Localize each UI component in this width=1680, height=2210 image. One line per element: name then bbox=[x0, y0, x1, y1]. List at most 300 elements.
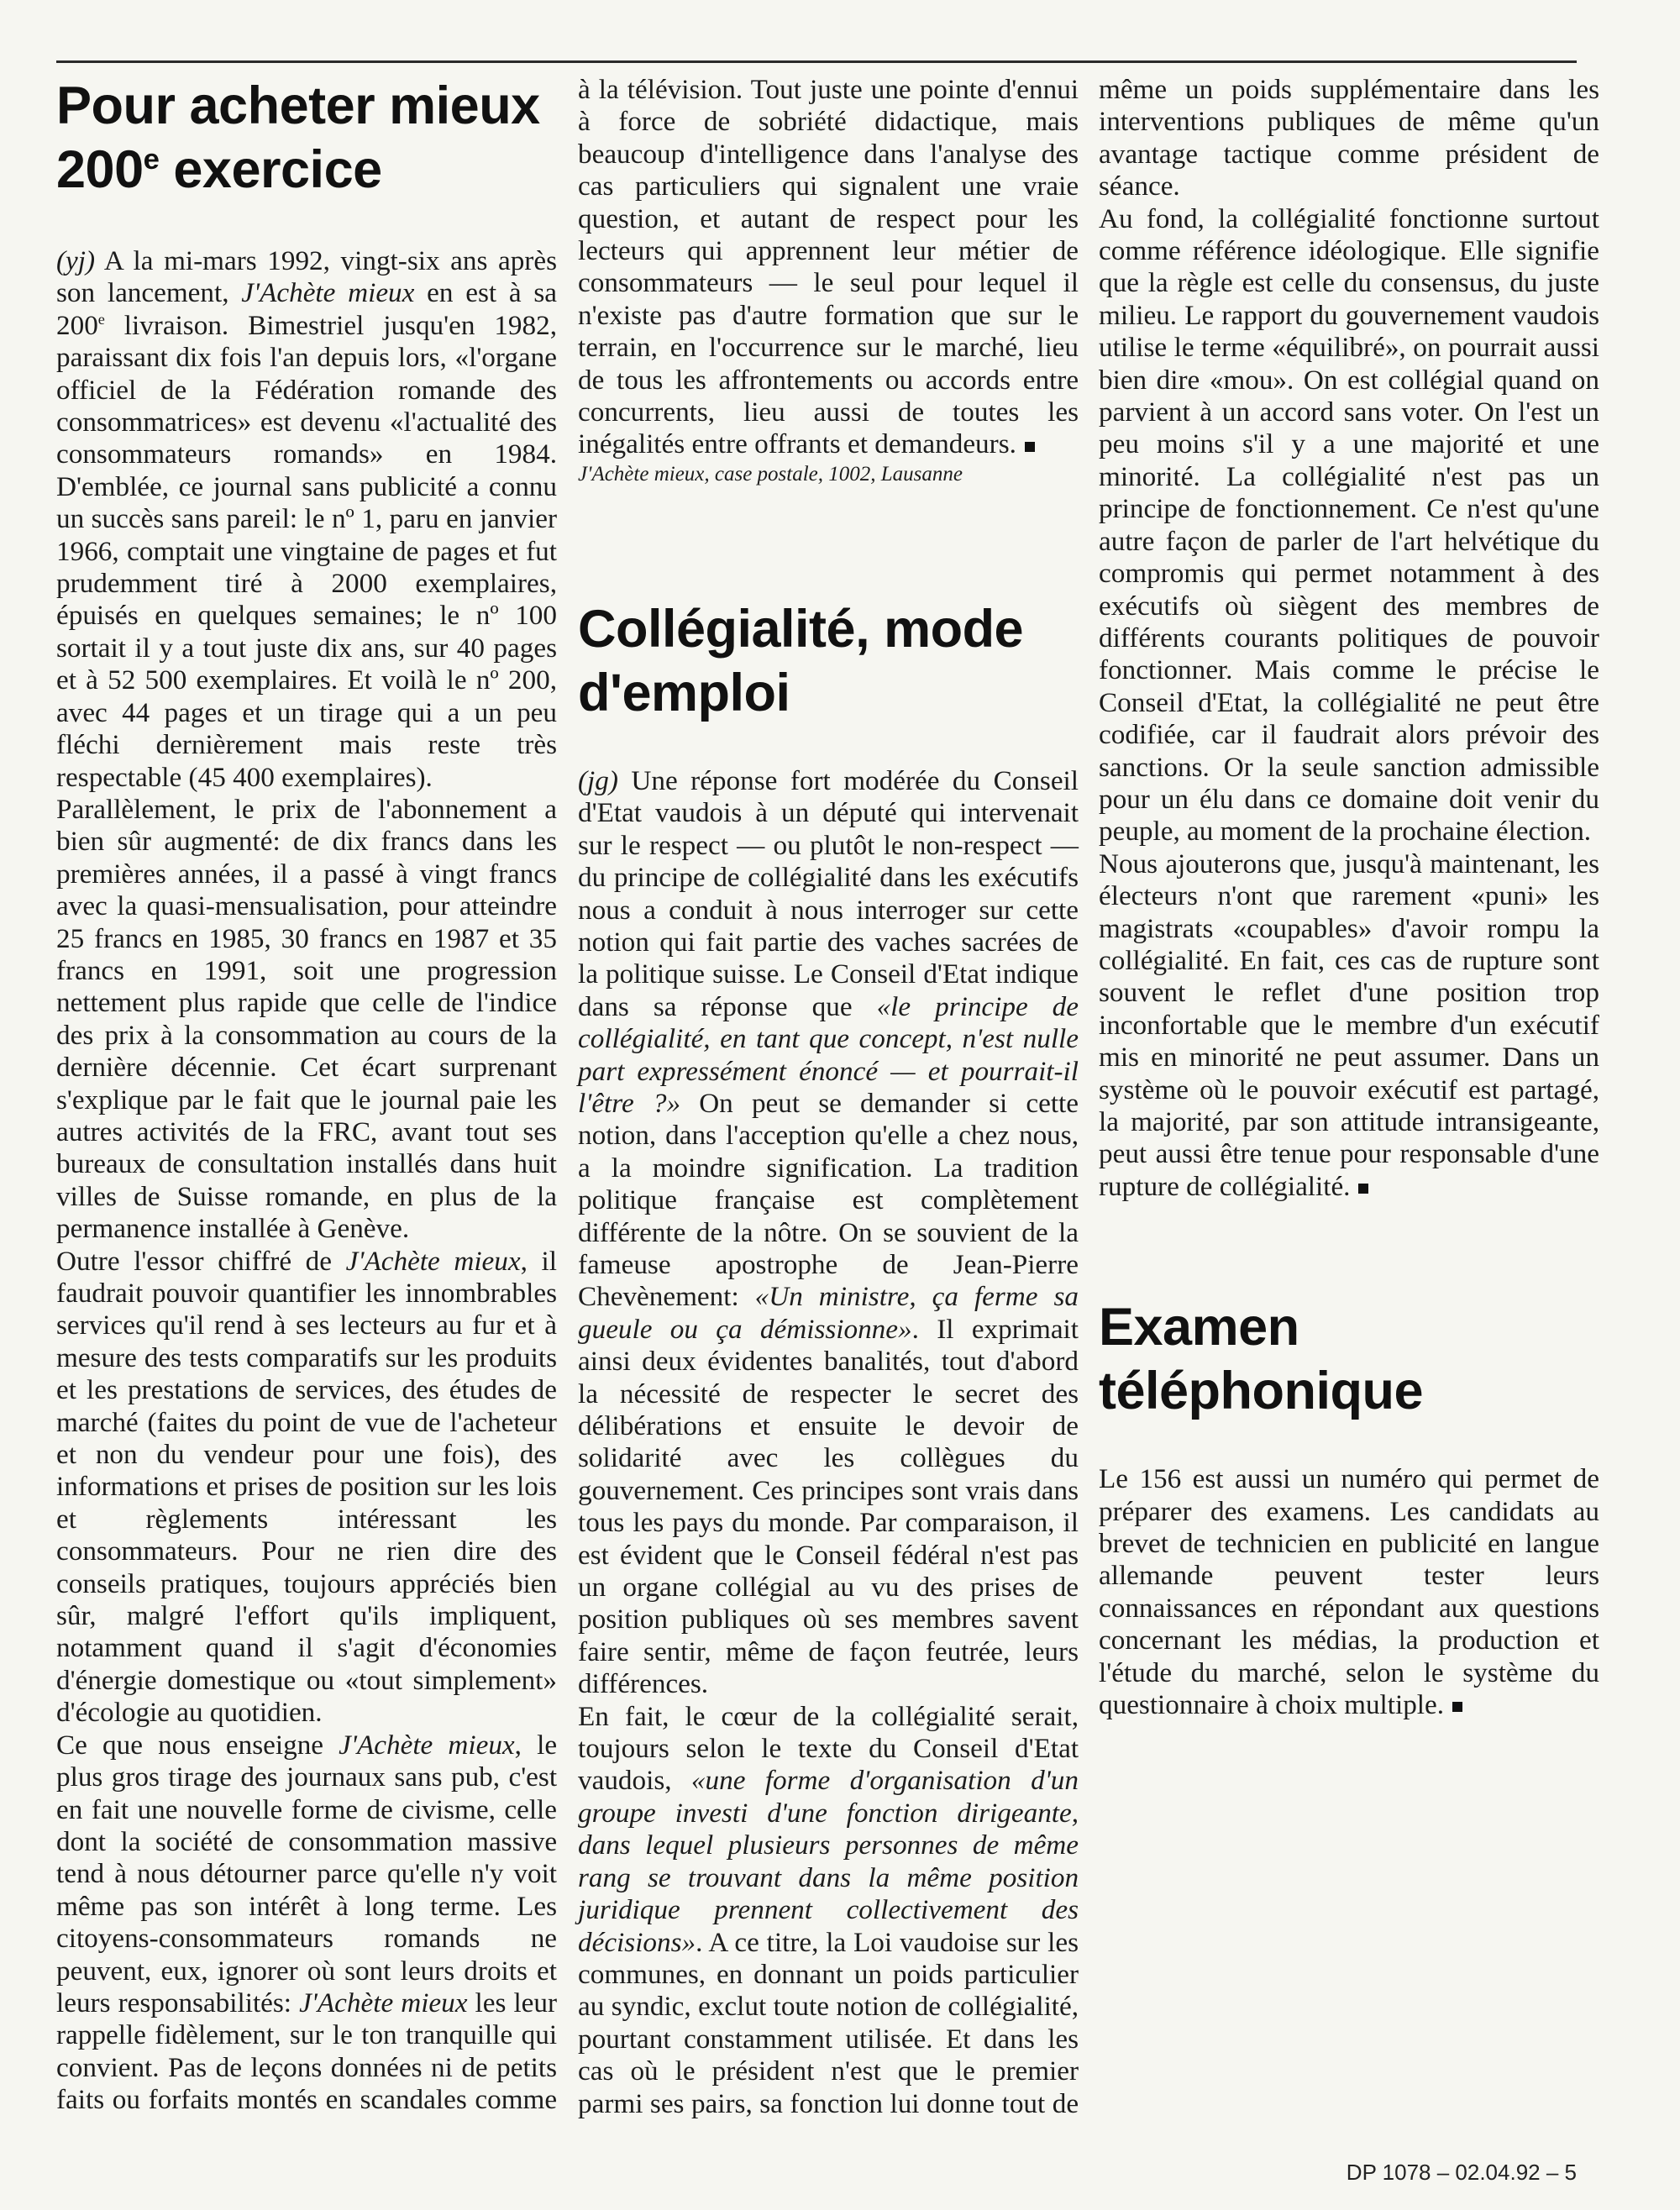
article1-p4-text-c: ou bbox=[112, 2084, 140, 2116]
article2-p2-text-a bbox=[819, 1701, 835, 1732]
article1-p4-text-c bbox=[453, 2052, 461, 2083]
article1-p4-text-b bbox=[282, 1794, 291, 1825]
article1-p4-text-c: sur bbox=[1007, 299, 1042, 331]
article2-quote-3: d'un bbox=[1031, 1765, 1079, 1797]
article2-quote-3 bbox=[748, 1798, 767, 1829]
article2-p1-text-b: On peut se demander si cette notion, dans l'acception qu'elle a chez nous, a la moindre signification. La tradition politique française est complètement différente de la nôtre. On se souvient de la fameuse apostrophe de Jean-Pierre Chevènement: bbox=[578, 1087, 1079, 1313]
article2-p2-text-b bbox=[846, 1927, 853, 1958]
article1-p4-text-c: ni bbox=[431, 2051, 453, 2083]
article2-p1-text-a: Une réponse fort modérée du Conseil d'Etat vaudois à un député qui intervenait sur le respect — ou plutôt le non-respect — du principe de collégialité dans les exécutifs nous a conduit à nous interroger sur cette notion qui fait partie des vaches sacrées de la politique suisse. Le Conseil d'Etat indique dans sa réponse que bbox=[578, 764, 1079, 1022]
article1-p4-text-b bbox=[124, 1891, 140, 1922]
article1-p4-text-c bbox=[924, 396, 953, 428]
article1-p4-text-b: à bbox=[114, 1858, 127, 1890]
article1-p4-text-c bbox=[146, 2019, 155, 2050]
article1-p4-text-b bbox=[129, 1794, 138, 1825]
article1-p4-text-c bbox=[863, 74, 871, 105]
article2-quote-1: «le principe de collégialité, en tant que concept, n'est nulle part expressément énoncé — et pourrait-il l'être ?» bbox=[578, 990, 1079, 1119]
article1-p4-text-c bbox=[664, 235, 687, 266]
article2-quote-3: rang bbox=[578, 1861, 631, 1893]
article1-lead-text-b: en est à sa 200 bbox=[56, 277, 557, 341]
article2-p2-text-b: un bbox=[853, 1958, 883, 1990]
article1-p4-text-c bbox=[915, 139, 930, 170]
article2-p2-text-b: particulier bbox=[963, 1958, 1079, 1990]
article2-p2-text-b: sur bbox=[1005, 1926, 1041, 1958]
article1-p4-text-b: le bbox=[537, 1729, 558, 1761]
article1-p4-text-b: une bbox=[137, 1793, 178, 1825]
article2-p2-text-b bbox=[892, 1927, 900, 1958]
article1-p4-text-b: en bbox=[56, 1793, 83, 1825]
article1-title-number: 200 bbox=[56, 140, 144, 199]
article1-paragraph-4 bbox=[56, 1730, 557, 2117]
article2-p2-text-b bbox=[1040, 1927, 1047, 1958]
article2-quote-3: décisions» bbox=[578, 1926, 696, 1958]
article1-p4-text-b: à bbox=[335, 1890, 349, 1922]
article1-p4-text-b: où bbox=[307, 1955, 336, 1987]
article2-quote-3 bbox=[713, 1829, 727, 1861]
article1-p4-text-c: terrain, bbox=[578, 332, 658, 364]
article1-p4-text-c: données bbox=[330, 2051, 423, 2083]
article1-p4-text-c: il bbox=[1063, 267, 1079, 299]
article1-p4-text-c: les bbox=[675, 364, 706, 396]
article2-p2-text-a: cœur bbox=[721, 1700, 777, 1732]
article1-p4-text-c: d'ennui bbox=[997, 74, 1079, 105]
article1-p4-text-b: son bbox=[193, 1890, 233, 1922]
column-3 bbox=[1099, 74, 1599, 1721]
article2-p2-text-b bbox=[1481, 74, 1499, 105]
article1-p4-text-c bbox=[619, 74, 627, 105]
article1-p4-text-c: accords bbox=[925, 364, 1011, 396]
article1-p4-text-b bbox=[500, 1761, 508, 1793]
article1-p4-text-b: sont bbox=[344, 1955, 391, 1987]
article1-p4-text-b: Les bbox=[517, 1890, 558, 1922]
article1-title-superscript: e bbox=[143, 144, 160, 176]
article1-paragraph-2: Parallèlement, le prix de l'abonnement a bien sûr augmenté: de dix francs dans les premières années, il a passé à vingt francs avec la quasi-mensualisation, pour atteindre 25 francs en 1985, 30 francs en 1987 et 35 francs en 1991, soit une progression nettement plus rapide que celle de l'indice des prix à la consommation au cours de la dernière décennie. Cet écart surprenant s'explique par le fait que le journal paie les autres activités de la FRC, avant tout ses bureaux de consultation installés dans huit villes de Suisse romande, en plus de la permanence installée à Genève. bbox=[56, 793, 557, 1245]
article1-p4-text-c bbox=[797, 267, 813, 298]
article1-p4-text-c bbox=[844, 332, 857, 363]
article3-paragraph-1 bbox=[1099, 1463, 1599, 1721]
article1-p4-text-b bbox=[178, 1891, 194, 1922]
end-of-article-square-icon bbox=[1452, 1702, 1462, 1712]
article1-p4-text-c: qui bbox=[687, 235, 723, 267]
article1-p4-text-c: qui bbox=[781, 171, 818, 202]
article2-p2-text-b: poids bbox=[892, 1958, 953, 1990]
article2-title-line2: d'emploi bbox=[578, 663, 790, 722]
article2-p2-text-b: Loi bbox=[853, 1926, 893, 1958]
article1-p4-text-c: pointe bbox=[919, 74, 990, 105]
article1-p4-text-c bbox=[353, 2019, 361, 2050]
article1-p4-text-c bbox=[658, 332, 670, 363]
article1-p4-text-c bbox=[753, 267, 769, 298]
article2-quote-3 bbox=[1007, 1894, 1042, 1925]
article1-p4-text-c: de bbox=[897, 396, 925, 428]
article1-p4-text-b bbox=[414, 1891, 430, 1922]
article1-p4-text-b: même bbox=[56, 1890, 125, 1922]
article1-p4-text-b: eux, bbox=[160, 1955, 208, 1987]
article2-p2-text-a: le bbox=[761, 1733, 782, 1765]
article2-p2-text-b: dans bbox=[1499, 74, 1551, 105]
article2-p2-text-a: la bbox=[835, 1700, 856, 1732]
article1-p4-text-c bbox=[955, 203, 976, 234]
article1-p4-text-c bbox=[104, 2084, 113, 2115]
article1-p4-text-c: entre bbox=[1022, 364, 1079, 396]
article1-p4-text-b: ne bbox=[530, 1923, 558, 1955]
article1-p4-text-b bbox=[453, 1826, 467, 1857]
article1-p4-text-c: pas bbox=[678, 299, 717, 331]
article1-p4-text-c bbox=[785, 396, 814, 428]
article2-p2-text-b bbox=[1550, 74, 1568, 105]
article1-p4-text-b: fait bbox=[91, 1793, 129, 1825]
source-magazine: J'Achète mieux bbox=[578, 462, 705, 486]
article2-quote-3 bbox=[745, 1765, 764, 1796]
article1-p4-text-c bbox=[715, 396, 743, 428]
article2-p2-text-b: de bbox=[1572, 138, 1600, 170]
article2-quote-3 bbox=[830, 1765, 849, 1796]
article1-p4-text-c: le bbox=[1058, 299, 1079, 331]
article1-p4-text-c bbox=[911, 74, 920, 105]
article2-p2-text-b bbox=[604, 1991, 611, 2022]
article2-quote-3 bbox=[631, 1862, 648, 1893]
article1-p4-text-c: l'analyse bbox=[930, 138, 1026, 170]
article1-p4-text-c bbox=[160, 2052, 168, 2083]
article2-p2-text-b bbox=[753, 2088, 759, 2119]
article2-p2-text-a bbox=[745, 1733, 762, 1764]
article1-p4-text-c bbox=[913, 365, 926, 396]
article2-p2-text-b: en bbox=[716, 1958, 743, 1990]
article2-p2-text-b bbox=[1045, 2088, 1052, 2119]
article2-p2-text-b: fonction bbox=[790, 2087, 883, 2119]
article1-p4-text-b bbox=[177, 1794, 186, 1825]
article1-p4-text-c bbox=[991, 300, 1008, 331]
article1-p4-text-c: formation bbox=[823, 299, 934, 331]
article1-p4-text-a bbox=[87, 1730, 102, 1761]
article2-p2-text-a bbox=[896, 1733, 913, 1764]
article2-p2-text-b: président bbox=[711, 2055, 815, 2087]
article2-paragraph-1 bbox=[578, 765, 1079, 1701]
article1-p4-text-c: consommateurs bbox=[578, 267, 753, 299]
article2-p2-text-b: donnant bbox=[753, 1958, 844, 1990]
article1-p4-text-c bbox=[323, 2019, 332, 2050]
article1-p4-text-b bbox=[232, 1761, 240, 1793]
article1-p4-text-b: peuvent, bbox=[56, 1955, 152, 1987]
article1-p4-text-c bbox=[685, 139, 700, 170]
article1-p4-text-c: à bbox=[578, 106, 591, 138]
article2-p2-text-a bbox=[855, 1701, 871, 1732]
article2-p2-text-a: texte bbox=[797, 1733, 853, 1765]
article1-p4-text-c: dans bbox=[864, 138, 916, 170]
article2-quote-3: plusieurs bbox=[727, 1829, 831, 1861]
article1-p4-text-b: intérêt bbox=[249, 1890, 320, 1922]
article1-p4-text-b bbox=[528, 1955, 537, 1987]
article1-p4-text-c: tous bbox=[616, 364, 664, 396]
article1-p4-text-b: nouvelle bbox=[186, 1793, 283, 1825]
article1-p4-text-c bbox=[228, 2084, 237, 2115]
article1-p4-text-c: sur bbox=[856, 332, 890, 364]
article2-p2-text-a bbox=[609, 1701, 625, 1732]
article2-quote-3 bbox=[972, 1862, 989, 1893]
article2-quote-3 bbox=[680, 1894, 715, 1925]
article1-p4-text-c bbox=[869, 396, 898, 428]
column-1 bbox=[56, 74, 557, 2117]
article1-p4-text-b: nous bbox=[137, 1858, 190, 1890]
article2-p2-text-b: pourtant bbox=[578, 2023, 671, 2055]
article1-p4-text-c: fidèlement, bbox=[155, 2019, 281, 2051]
article1-p4-text-c bbox=[923, 332, 936, 363]
article1-p4-text-c bbox=[1030, 235, 1053, 266]
article2-p2-text-b: supplémentaire bbox=[1310, 74, 1481, 105]
article1-p4-text-a: enseigne bbox=[225, 1729, 324, 1761]
article1-p4-text-b: tend bbox=[56, 1858, 105, 1890]
article2-p2-text-b: sa bbox=[759, 2087, 783, 2119]
article1-p4-text-c bbox=[856, 203, 877, 234]
article2-p2-text-b bbox=[999, 1927, 1006, 1958]
article1-p3-text-a: Outre l'essor chiffré de bbox=[56, 1245, 346, 1277]
article1-p4-text-c bbox=[706, 365, 719, 396]
article2-p2-text-b bbox=[1167, 74, 1185, 105]
article1-p4-text-c bbox=[841, 428, 848, 459]
magazine-name bbox=[433, 1730, 448, 1761]
article1-p4-text-b bbox=[454, 1955, 464, 1987]
article1-p4-text-b bbox=[386, 1761, 394, 1793]
article1-p4-text-c: de bbox=[461, 2051, 488, 2083]
article1-p4-text-c bbox=[467, 2084, 475, 2115]
article2-p2-text-b: publiques bbox=[1267, 106, 1376, 138]
article1-p4-text-c: lieu bbox=[1037, 332, 1079, 364]
magazine-name: J'Achète mieux bbox=[241, 277, 415, 309]
article2-quote-3 bbox=[812, 1894, 847, 1925]
article2-p2-text-b bbox=[995, 2088, 1001, 2119]
article1-p4-text-b bbox=[335, 1955, 344, 1987]
article1-p4-text-c: affrontements bbox=[718, 364, 874, 396]
article1-p4-text-b: dont bbox=[56, 1825, 107, 1857]
article1-p4-text-c: leçons bbox=[250, 2051, 323, 2083]
article1-p4-text-c: des bbox=[1041, 138, 1079, 170]
article1-p4-text-b: tirage bbox=[168, 1761, 232, 1793]
article2-quote-3 bbox=[656, 1798, 675, 1829]
article1-p4-text-c: petits bbox=[496, 2051, 558, 2083]
article1-p4-text-a: nous bbox=[158, 1729, 211, 1761]
article1-p4-text-c bbox=[990, 74, 998, 105]
article1-p4-text-c bbox=[512, 2019, 521, 2050]
article2-p2-text-a bbox=[852, 1733, 869, 1764]
article2-p2-text-b: de bbox=[1398, 106, 1425, 138]
article1-p4-text-c bbox=[809, 203, 830, 234]
article2-p2-text-b: de bbox=[1052, 2087, 1079, 2119]
article2-p2-text-b: un bbox=[1184, 74, 1214, 105]
article1-p4-text-c: télévision. bbox=[627, 74, 743, 105]
article1-p4-text-b: pas bbox=[140, 1890, 178, 1922]
article2-p2-text-b: le bbox=[954, 2055, 975, 2087]
article2-quote-3: de bbox=[972, 1829, 1000, 1861]
article1-p4-text-c bbox=[1047, 267, 1063, 298]
article1-p4-text-c: signalent bbox=[838, 171, 940, 202]
article1-p4-text-b: consommation bbox=[288, 1825, 453, 1857]
article1-p4-text-b: n'y bbox=[470, 1858, 504, 1890]
article1-p4-text-b bbox=[233, 1891, 249, 1922]
article2-paragraph-4 bbox=[1099, 848, 1599, 1203]
article2-p2-text-b: A bbox=[708, 1926, 727, 1958]
article1-p4-text-c: et bbox=[848, 428, 868, 460]
magazine-name: J'Achète bbox=[339, 1729, 433, 1761]
article1-p4-text-c bbox=[801, 74, 810, 105]
article1-p4-text-b: ignorer bbox=[217, 1955, 298, 1987]
article1-p4-text-c bbox=[1019, 396, 1047, 428]
article1-p4-text-c: Pas bbox=[168, 2051, 207, 2083]
article2-p2-text-b: n'est bbox=[831, 2055, 881, 2087]
article1-p4-text-c bbox=[895, 267, 911, 298]
article1-p4-text-b bbox=[377, 1858, 387, 1889]
article2-p2-text-b: communes, bbox=[578, 1958, 706, 1990]
article2-quote-3 bbox=[781, 1862, 798, 1893]
article1-p4-text-b bbox=[358, 1794, 367, 1825]
article2-quote-3: la bbox=[868, 1861, 890, 1893]
article2-quote-3 bbox=[937, 1798, 957, 1829]
article1-p4-text-b bbox=[190, 1858, 200, 1889]
article1-p4-text-c bbox=[807, 300, 824, 331]
article1-p4-text-b bbox=[208, 1955, 218, 1987]
magazine-name: mieux bbox=[448, 1729, 515, 1761]
article3-title bbox=[1099, 1295, 1599, 1423]
article2-p2-text-a bbox=[669, 1733, 686, 1764]
article1-p4-text-c: qui bbox=[521, 2019, 558, 2051]
article1-p4-text-c: de bbox=[215, 2051, 242, 2083]
article1-p4-text-c: et bbox=[700, 202, 721, 234]
article1-title-line1: Pour acheter mieux bbox=[56, 76, 540, 135]
article1-p4-text-c: lequel bbox=[979, 267, 1047, 299]
article1-p4-text-c bbox=[1001, 171, 1023, 202]
article1-p4-text-c: d'autre bbox=[732, 299, 808, 331]
article1-p4-text-c: l'occurrence bbox=[708, 332, 844, 364]
article2-p2-text-b bbox=[1376, 106, 1399, 137]
article1-p4-text-b bbox=[460, 1858, 470, 1889]
article1-p4-text-c bbox=[934, 300, 951, 331]
article1-p4-text-c: n'existe bbox=[578, 299, 662, 331]
article1-p4-text-b: leurs bbox=[400, 1955, 455, 1987]
article1-p4-text-c bbox=[940, 171, 962, 202]
article1-p4-text-b: sans bbox=[394, 1761, 443, 1793]
article2-p2-text-b: les bbox=[1047, 1926, 1079, 1958]
article1-p4-text-c: cas bbox=[578, 171, 614, 202]
article2-paragraph-2 bbox=[1099, 74, 1599, 203]
article3-p1-text: Le 156 est aussi un numéro qui permet de préparer des examens. Les candidats au brevet de technicien en publicité en langue allemande peuvent tester leurs connaissances en répondant aux questions concernant les médias, la production et l'étude du marché, selon le système du questionnaire à choix multiple. bbox=[1099, 1463, 1599, 1721]
article2-p2-text-b: pairs, bbox=[690, 2087, 753, 2119]
article1-p4-text-c: forfaits bbox=[148, 2084, 229, 2116]
article2-p2-text-b bbox=[743, 1959, 753, 1990]
article1-p4-text-c bbox=[833, 267, 849, 298]
article1-p4-text-b: c'est bbox=[508, 1761, 558, 1793]
article1-p4-text-b: celle bbox=[504, 1793, 558, 1825]
article1-p4-text-c bbox=[591, 106, 619, 137]
article2-p2-text-b: titre, bbox=[766, 1926, 819, 1958]
article2-p2-text-b: collégialité, bbox=[948, 1991, 1079, 2023]
article1-p4-text-c: question, bbox=[578, 202, 680, 234]
article1-p4-text-c bbox=[743, 74, 750, 105]
article2-p2-text-b bbox=[933, 2024, 946, 2055]
article1-p4-text-c bbox=[723, 235, 746, 266]
article2-quote-3: investi bbox=[675, 1797, 748, 1829]
article1-p4-text-c bbox=[720, 203, 741, 234]
article2-p2-text-b: Et bbox=[946, 2023, 971, 2055]
top-rule bbox=[56, 60, 1577, 63]
article2-p2-text-b bbox=[613, 2055, 630, 2087]
article1-p4-text-b: , bbox=[514, 1729, 522, 1761]
spacer bbox=[578, 488, 1079, 597]
article2-p2-text-a: d'Etat bbox=[1015, 1733, 1079, 1765]
article1-paragraph-3 bbox=[56, 1246, 557, 1730]
article2-p2-text-b bbox=[684, 2088, 690, 2119]
article2-p2-text-b: où bbox=[630, 2055, 659, 2087]
article2-quote-3: position bbox=[989, 1861, 1079, 1893]
article2-p2-text-b bbox=[1292, 74, 1310, 105]
article1-p4-text-c: ton bbox=[361, 2019, 397, 2051]
article1-p4-text-b: la bbox=[120, 1825, 141, 1857]
article1-p4-text-a bbox=[211, 1730, 226, 1761]
article1-p4-text-c: le bbox=[332, 2019, 353, 2051]
article1-p4-text-b bbox=[480, 1923, 530, 1954]
article2-quote-3 bbox=[890, 1862, 906, 1893]
article1-p4-text-c bbox=[716, 300, 732, 331]
article1-p4-text-c: offrants bbox=[754, 428, 841, 460]
article1-p4-text-b bbox=[274, 1826, 288, 1857]
column-2 bbox=[578, 74, 1079, 2120]
article2-p2-text-a: fait, bbox=[624, 1700, 669, 1732]
article1-p4-text-c bbox=[207, 2052, 215, 2083]
article1-p4-text-c bbox=[873, 365, 885, 396]
article2-p2-text-b bbox=[953, 1959, 964, 1990]
article2-p2-text-b bbox=[818, 1927, 826, 1958]
spacer bbox=[1099, 1203, 1599, 1295]
article1-p4-text-b bbox=[291, 1987, 299, 2018]
article1-p4-text-c bbox=[352, 2084, 360, 2115]
article2-p2-text-b: que bbox=[897, 2055, 938, 2087]
article1-p4-text-c: le bbox=[813, 267, 834, 299]
article2-p2-text-b bbox=[832, 2024, 845, 2055]
article2-p2-text-b bbox=[920, 2088, 927, 2119]
article2-p2-text-a bbox=[995, 1701, 1011, 1732]
article1-p4-text-c: inégalités bbox=[578, 428, 685, 460]
article2-quote-3: juridique bbox=[578, 1894, 680, 1926]
article1-p4-text-a: Ce bbox=[56, 1729, 87, 1761]
article1-p4-text-c bbox=[242, 2052, 250, 2083]
article1-p4-text-b: responsabilités: bbox=[118, 1987, 292, 2018]
article2-quote-3: collectivement bbox=[846, 1894, 1008, 1926]
article2-p2-text-b: constamment bbox=[684, 2023, 832, 2055]
article2-quote-3: lequel bbox=[645, 1829, 714, 1861]
article2-quote-3: d'organisation bbox=[849, 1765, 1011, 1797]
article1-p4-text-c bbox=[748, 428, 754, 459]
article1-p4-text-b bbox=[307, 1858, 317, 1889]
article1-p4-text-b: des bbox=[240, 1761, 278, 1793]
article1-p4-text-c: montés bbox=[237, 2084, 318, 2116]
article1-p4-text-c bbox=[680, 203, 701, 234]
article1-p4-text-c bbox=[663, 365, 675, 396]
article2-p2-text-b: syndic, bbox=[611, 1991, 691, 2023]
article2-p2-text-b: la bbox=[826, 1926, 847, 1958]
article2-quote-3 bbox=[827, 1798, 847, 1829]
article2-p2-text-b bbox=[971, 2024, 984, 2055]
article2-p2-text-a: de bbox=[792, 1700, 820, 1732]
article1-p4-text-b: de bbox=[247, 1825, 274, 1857]
article1-p4-text-b: société bbox=[155, 1825, 234, 1857]
article1-p4-text-c: mais bbox=[1026, 106, 1079, 138]
article1-p4-text-c: particuliers bbox=[634, 171, 761, 202]
article1-p4-text-b bbox=[127, 1858, 137, 1889]
article1-p4-text-b: voit bbox=[513, 1858, 558, 1890]
article2-paragraph-3: Au fond, la collégialité fonctionne surtout comme référence idéologique. Elle signifie que la règle est celle du consensus, du juste milieu. Le rapport du gouvernement vaudois utilise le terme «équilibré», on pourrait aussi bien dire «mou». On est collégial quand on parvient à un accord sans voter. On l'est un peu moins s'il y a une majorité et une minorité. La collégialité n'est pas un principe de fonctionnement. Ce n'est qu'une autre façon de parler de l'art helvétique du compromis qui permet notamment à des exécutifs où siègent des membres de différents courants politiques de pouvoir fonctionner. Mais comme le précise le Conseil d'Etat, la collégialité ne peut être codifiée, car il faudrait alors prévoir des sanctions. Or la seule sanction admissible pour un élu dans ce domaine doit venir du peuple, au moment de la prochaine élection. bbox=[1099, 202, 1599, 848]
article2-p2-text-a: du bbox=[869, 1733, 897, 1765]
article2-quote-3: prennent bbox=[714, 1894, 812, 1926]
article2-p2-text-b: les bbox=[1047, 2023, 1079, 2055]
article2-p2-text-b: dans bbox=[983, 2023, 1035, 2055]
